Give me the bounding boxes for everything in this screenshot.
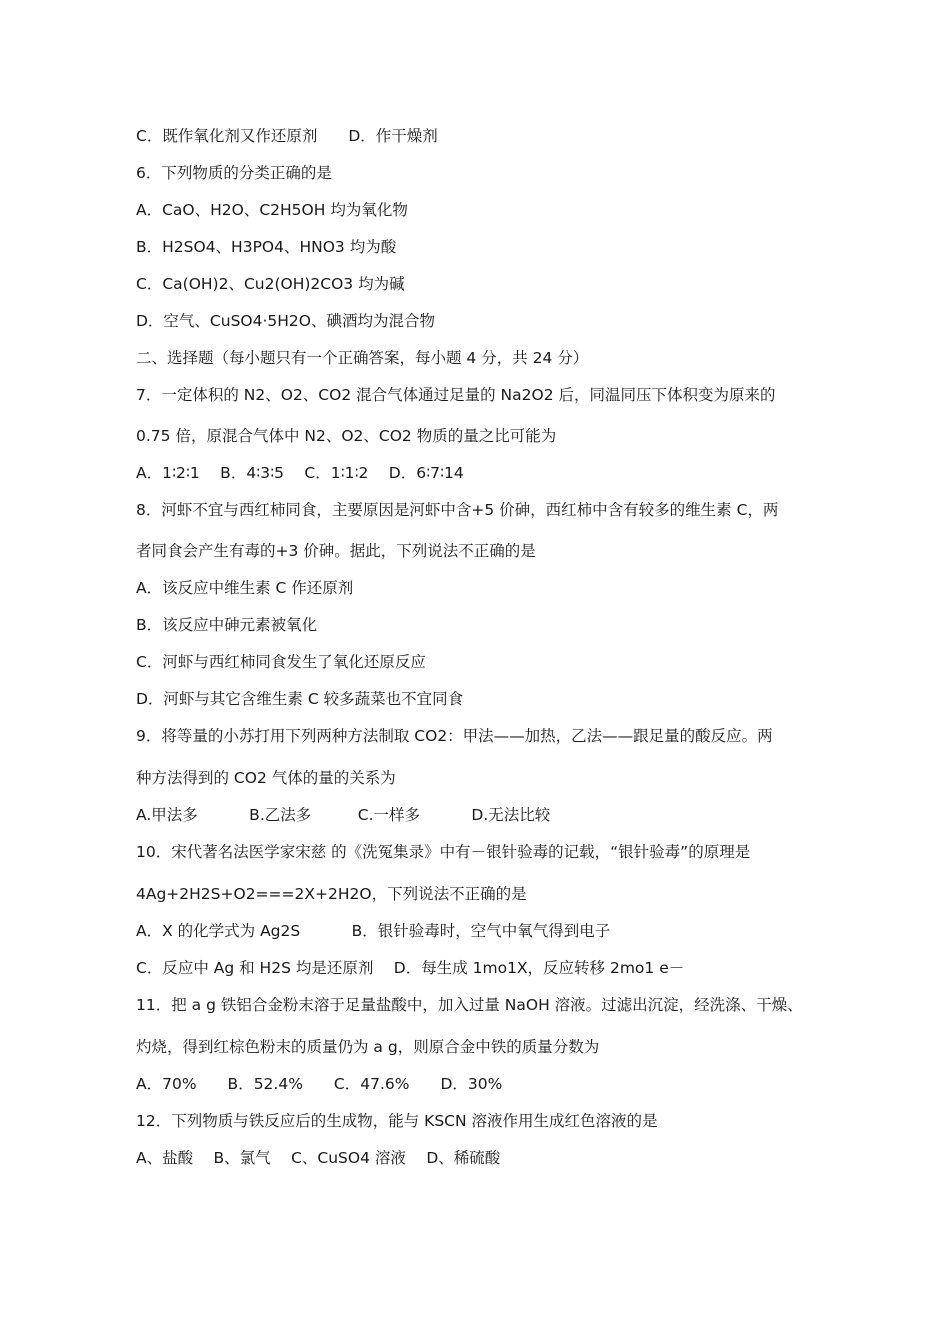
options-cd-q10: C．反应中 Ag 和 H2S 均是还原剂 D．每生成 1mo1X，反应转移 2mo1 e－ — [136, 959, 685, 977]
question-9: 9．将等量的小苏打用下列两种方法制取 CO2：甲法——加热，乙法——跟足量的酸反应。两 — [136, 727, 773, 745]
question-7-cont: 0.75 倍，原混合气体中 N2、O2、CO2 物质的量之比可能为 — [136, 427, 557, 445]
question-12: 12．下列物质与铁反应后的生成物，能与 KSCN 溶液作用生成红色溶液的是 — [136, 1112, 658, 1130]
option-a-q8: A．该反应中维生素 C 作还原剂 — [136, 579, 354, 597]
question-11-cont: 灼烧，得到红棕色粉末的质量仍为 a g，则原合金中铁的质量分数为 — [136, 1038, 600, 1056]
options-q9: A.甲法多 B.乙法多 C.一样多 D.无法比较 — [136, 806, 551, 824]
option-d-q8: D．河虾与其它含维生素 C 较多蔬菜也不宜同食 — [136, 690, 464, 708]
options-q12: A、盐酸 B、氯气 C、CuSO4 溶液 D、稀硫酸 — [136, 1149, 501, 1167]
option-b-q8: B．该反应中砷元素被氧化 — [136, 616, 318, 634]
section-heading: 二、选择题（每小题只有一个正确答案，每小题 4 分，共 24 分） — [136, 349, 589, 367]
question-10: 10．宋代著名法医学家宋慈 的《洗冤集录》中有－银针验毒的记载，“银针验毒”的原理是 — [136, 843, 751, 861]
option-c-q8: C．河虾与西红柿同食发生了氧化还原反应 — [136, 653, 426, 671]
options-q11: A．70% B．52.4% C．47.6% D．30% — [136, 1075, 503, 1093]
options-q7: A．1∶2∶1 B．4∶3∶5 C．1∶1∶2 D．6∶7∶14 — [136, 464, 464, 482]
question-8-cont: 者同食会产生有毒的+3 价砷。据此，下列说法不正确的是 — [136, 542, 536, 560]
option-b-q6: B．H2SO4、H3PO4、HNO3 均为酸 — [136, 238, 397, 256]
question-7: 7．一定体积的 N2、O2、CO2 混合气体通过足量的 Na2O2 后，同温同压下体积变为原来的 — [136, 386, 776, 404]
option-d-q6: D．空气、CuSO4·5H2O、碘酒均为混合物 — [136, 312, 435, 330]
question-10-equation: 4Ag+2H2S+O2===2X+2H2O，下列说法不正确的是 — [136, 885, 527, 903]
question-9-cont: 种方法得到的 CO2 气体的量的关系为 — [136, 769, 396, 787]
option-c-q6: C．Ca(OH)2、Cu2(OH)2CO3 均为碱 — [136, 275, 405, 293]
question-8: 8．河虾不宜与西红柿同食，主要原因是河虾中含+5 价砷，西红柿中含有较多的维生素 C，两 — [136, 501, 779, 519]
question-11: 11．把 a g 铁铝合金粉末溶于足量盐酸中，加入过量 NaOH 溶液。过滤出沉淀，经洗涤、干燥、 — [136, 996, 803, 1014]
options-ab-q10: A．X 的化学式为 Ag2S B．银针验毒时，空气中氧气得到电子 — [136, 922, 611, 940]
option-a-q6: A．CaO、H2O、C2H5OH 均为氧化物 — [136, 201, 408, 219]
question-6: 6．下列物质的分类正确的是 — [136, 164, 332, 182]
option-c-q5: C．既作氧化剂又作还原剂 D．作干燥剂 — [136, 127, 438, 145]
